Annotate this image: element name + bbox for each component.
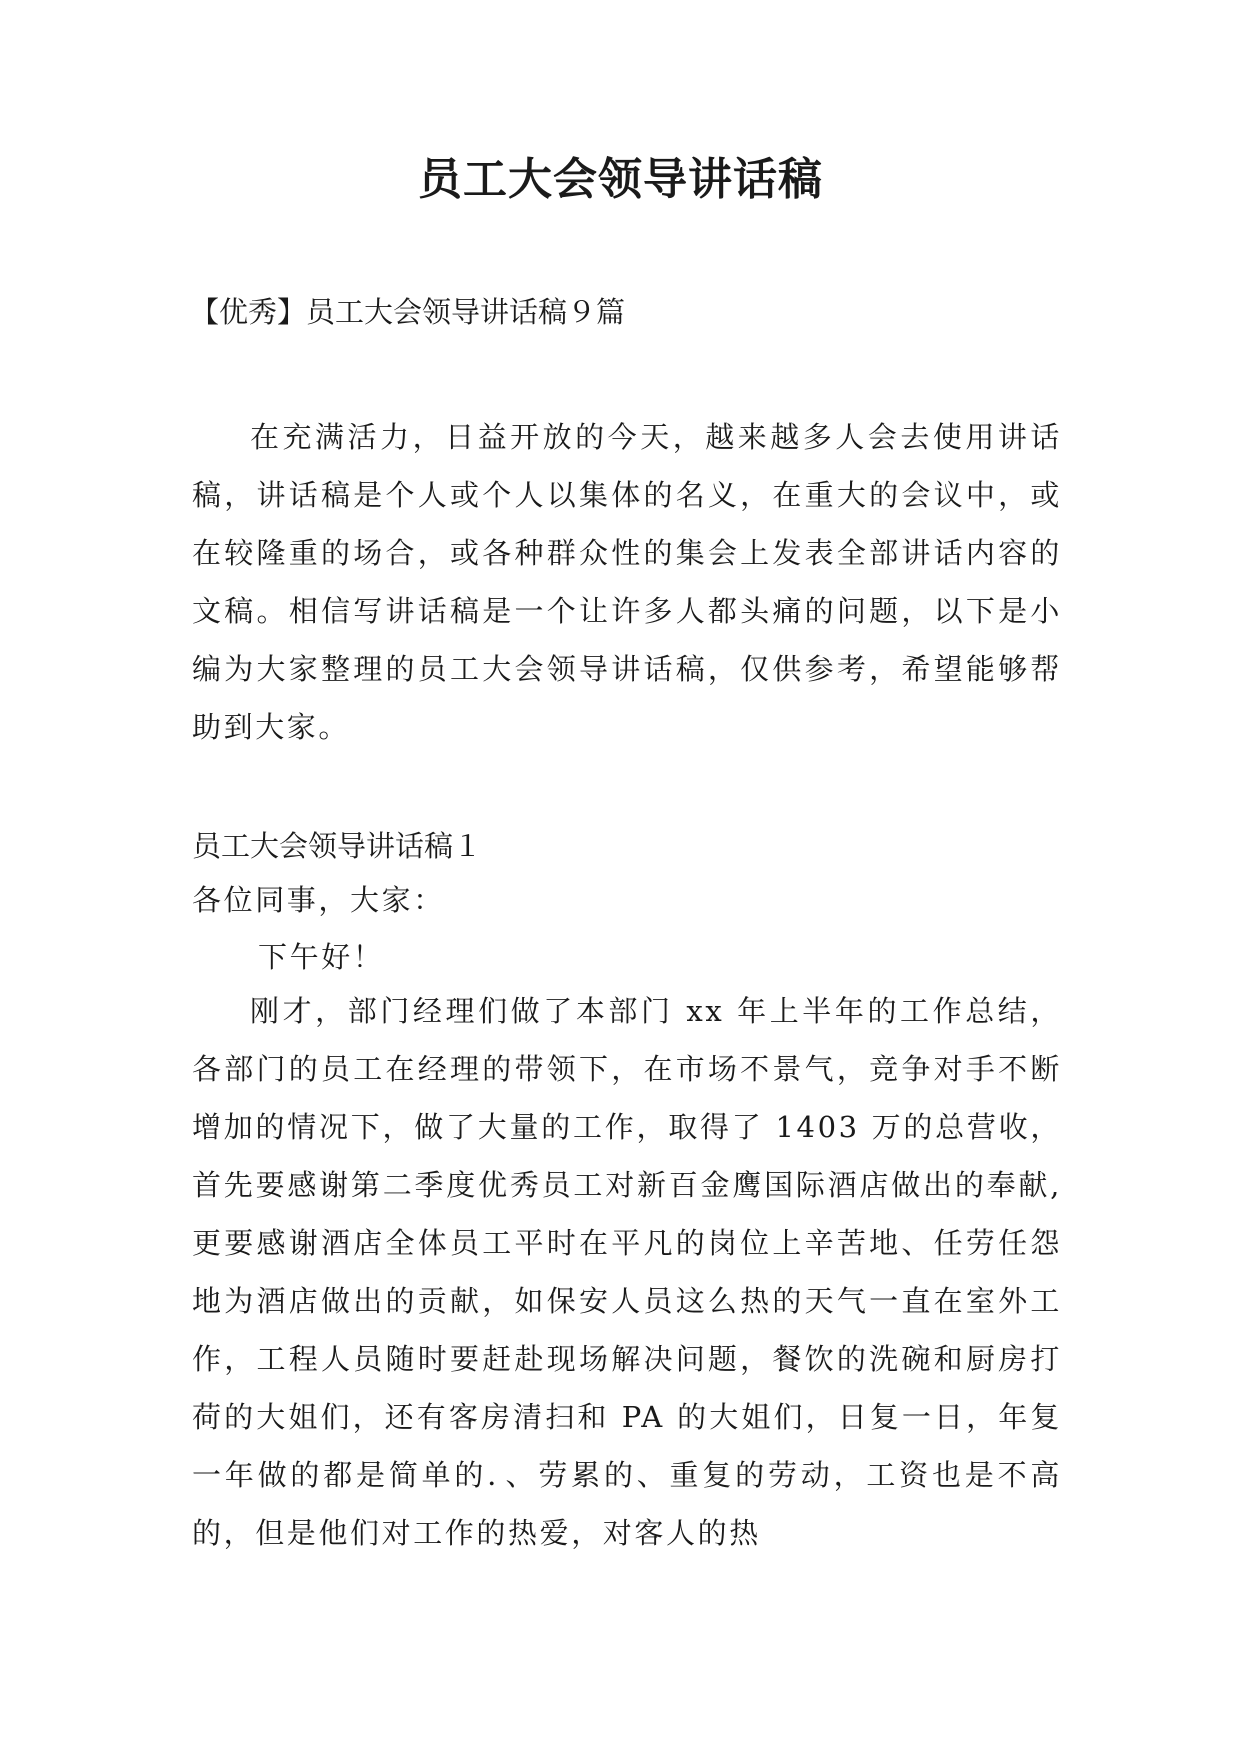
intro-paragraph-block [192, 408, 1062, 756]
intro-paragraph: 在充满活力，日益开放的今天，越来越多人会去使用讲话稿，讲话稿是个人或个人以集体的名义，在重大的会议中，或在较隆重的场合，或各种群众性的集会上发表全部讲话内容的文稿。相信写讲话稿是一个让许多人都头痛的问题，以下是小编为大家整理的员工大会领导讲话稿，仅供参考，希望能够帮助到大家。 [192, 420, 1062, 744]
section-heading: 员工大会领导讲话稿１ [192, 829, 483, 863]
document-subtitle: 【优秀】员工大会领导讲话稿９篇 [190, 295, 626, 329]
greeting: 下午好！ [258, 940, 385, 974]
body-paragraph-block [192, 982, 1062, 1562]
document-title: 员工大会领导讲话稿 [418, 154, 823, 205]
body-paragraph: 刚才，部门经理们做了本部门 xx 年上半年的工作总结，各部门的员工在经理的带领下，在市场不景气，竞争对手不断增加的情况下，做了大量的工作，取得了 1403 万的总营收，首先要感谢第二季度优秀员工对新百金鹰国际酒店做出的奉献,更要感谢酒店全体员工平时在平凡的岗位上辛苦地、任劳任怨地为酒店做出的贡献，如保安人员这么热的天气一直在室外工作，工程人员随时要赶赴现场解决问题，餐饮的洗碗和厨房打荷的大姐们，还有客房清扫和 PA 的大姐们，日复一日，年复一年做的都是简单的．、劳累的、重复的劳动，工资也是不高的，但是他们对工作的热爱，对客人的热 [192, 994, 1062, 1550]
salutation: 各位同事，大家： [192, 883, 445, 917]
